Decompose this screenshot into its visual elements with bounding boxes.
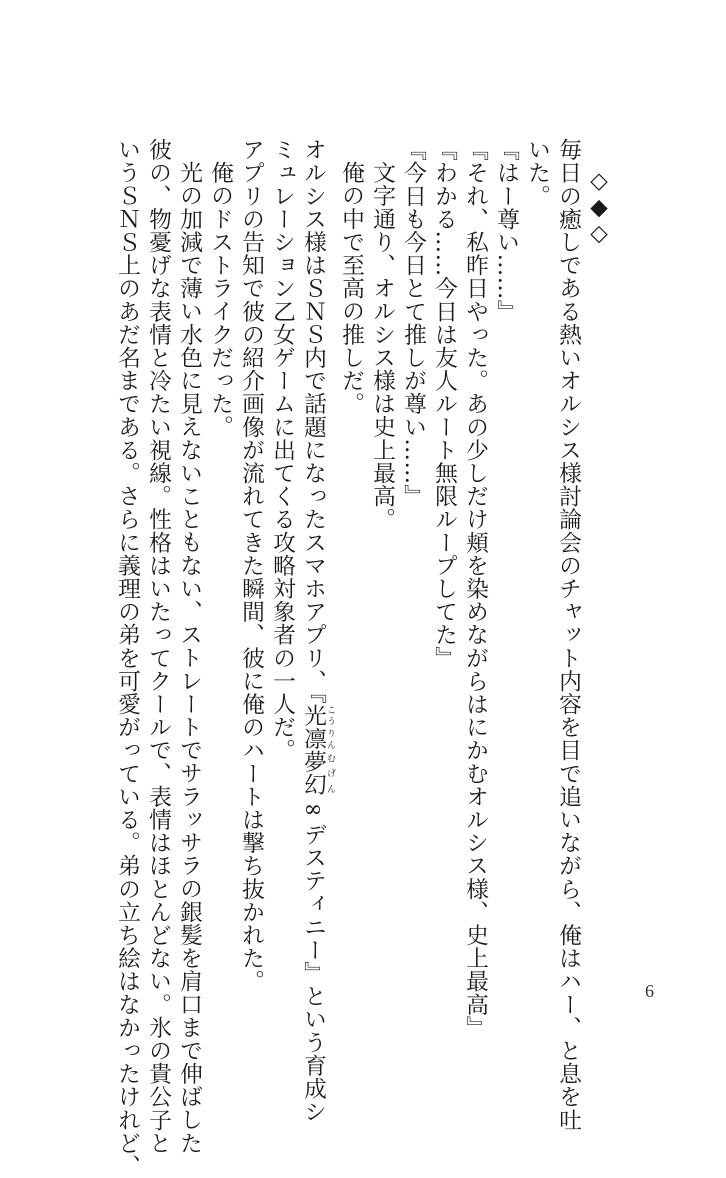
line-8: 俺の中で至高の推しだ。: [338, 160, 364, 415]
page-number: 6: [645, 981, 654, 1001]
line-0: ◇◆◇: [586, 168, 612, 247]
line-10: ミュレーション乙女ゲームに出てくる攻略対象者の一人だ。: [269, 138, 295, 762]
line-15: いうＳＮＳ上のあだ名まである。さらに義理の弟を可愛がっている。弟の立ち絵はなかったけれど、: [114, 138, 140, 1178]
line-13: 光の加減で薄い水色に見えないこともない、ストレートでサラッサラの銀髪を肩口まで伸ばした: [176, 160, 202, 1155]
vertical-text-body: [111, 138, 614, 1178]
line-3: 『はー尊い……』: [493, 138, 519, 323]
line-6: 『今日も今日とて推しが尊い……』: [400, 138, 426, 508]
ruby-annotation: 光凛 こうりん: [300, 704, 335, 751]
line-11: アプリの告知で彼の紹介画像が流れてきた瞬間、彼に俺のハートは撃ち抜かれた。: [238, 138, 264, 993]
line-12: 俺のドストライクだった。: [207, 160, 233, 438]
line-9: オルシス様はＳＮＳ内で話題になったスマホアプリ、『光凛 こうりん夢幻 むげん∞デスティニー』という育成シ: [300, 138, 335, 1124]
line-7: 文字通り、オルシス様は史上最高。: [369, 160, 395, 531]
line-14: 彼の、物憂げな表情と冷たい視線。性格はいたってクールで、表情はほとんどない。氷の貴公子と: [145, 138, 171, 1155]
line-1: 毎日の癒しである熱いオルシス様討論会のチャット内容を目で追いながら、俺はハー、と息を吐: [555, 138, 581, 1132]
line-5: 『わかる……今日は友人ルート無限ループしてた』: [431, 138, 457, 670]
line-2: いた。: [524, 138, 550, 208]
line-4: 『それ、私昨日やった。あの少しだけ頬を染めながらはにかむオルシス様、史上最高』: [462, 138, 488, 1039]
ruby-annotation: 夢幻 むげん: [300, 750, 335, 797]
